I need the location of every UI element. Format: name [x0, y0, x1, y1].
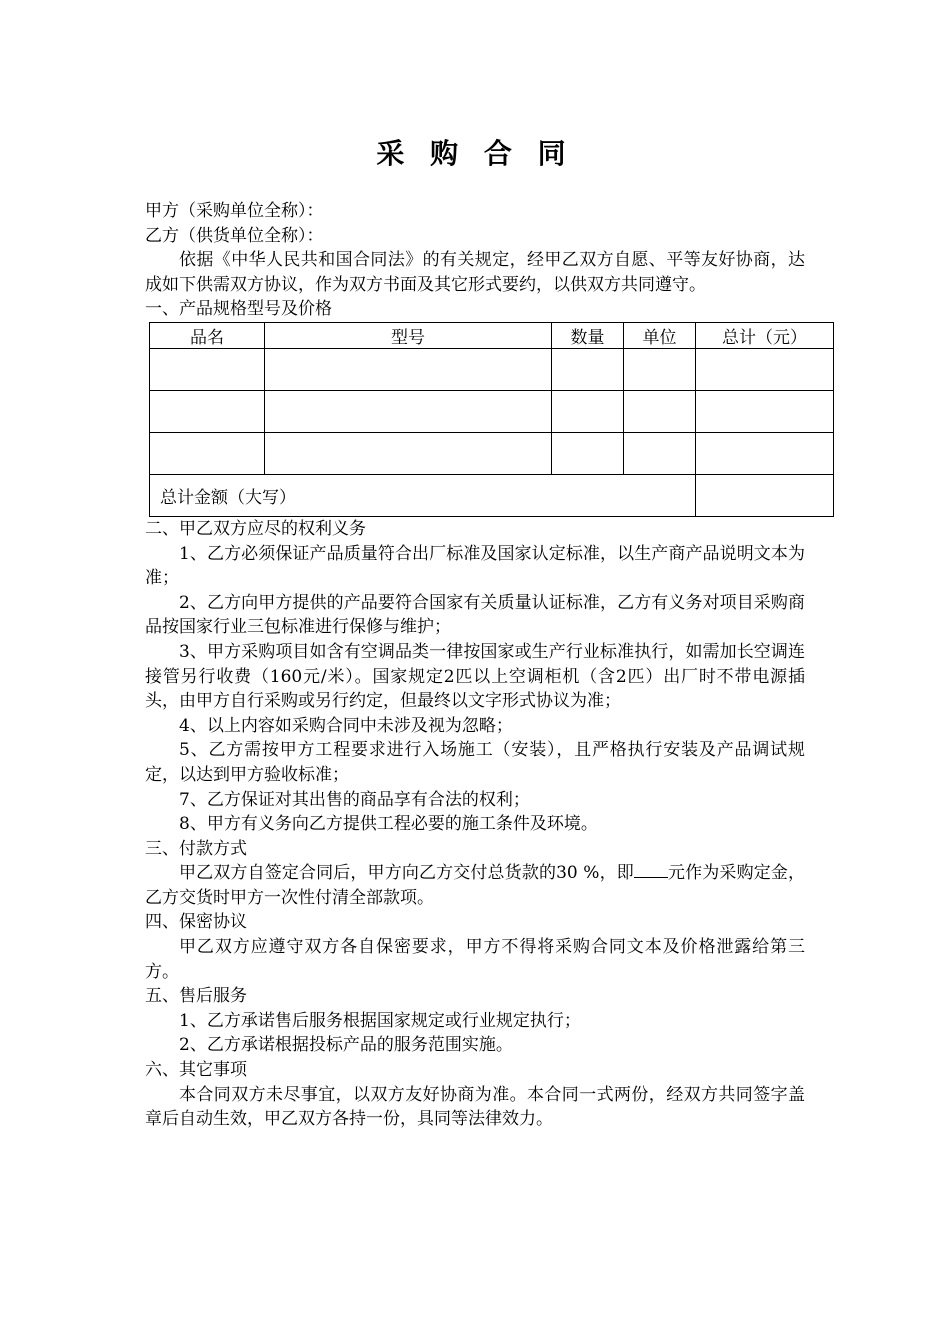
party-a-line: 甲方（采购单位全称）： — [145, 201, 324, 221]
other-matters-paragraph: 本合同双方未尽事宜，以双方友好协商为准。本合同一式两份，经双方共同签字盖章后自动生效，甲乙双方各持一份，具同等法律效力。 — [145, 1084, 805, 1130]
confidentiality-paragraph: 甲乙双方应遵守双方各自保密要求，甲方不得将采购合同文本及价格泄露给第三方。 — [145, 937, 805, 982]
table-cell — [150, 390, 265, 432]
obligation-item: 1、乙方必须保证产品质量符合出厂标准及国家认定标准，以生产商产品说明文本为准； — [145, 543, 805, 589]
section-3-heading: 三、付款方式 — [145, 838, 247, 859]
table-cell — [696, 432, 834, 474]
table-row — [150, 348, 834, 390]
payment-text-before: 甲乙双方自签定合同后，甲方向乙方交付总货款的30 %，即 — [179, 863, 634, 884]
table-cell — [624, 348, 696, 390]
total-amount-value — [696, 474, 834, 516]
table-cell — [150, 348, 265, 390]
obligation-item: 7、乙方保证对其出售的商品享有合法的权利； — [179, 789, 530, 810]
table-cell — [552, 348, 624, 390]
obligation-item: 5、乙方需按甲方工程要求进行入场施工（安装），且严格执行安装及产品调试规定，以达到甲方验收标准； — [145, 740, 805, 785]
obligation-item: 8、甲方有义务向乙方提供工程必要的施工条件及环境。 — [179, 814, 598, 835]
table-row — [150, 432, 834, 474]
total-amount-row — [150, 474, 834, 516]
product-spec-table — [149, 322, 834, 517]
contract-body — [145, 199, 805, 1132]
table-cell — [265, 432, 552, 474]
column-header-model: 型号 — [265, 322, 552, 348]
table-cell — [624, 390, 696, 432]
after-sales-item: 1、乙方承诺售后服务根据国家规定或行业规定执行； — [179, 1010, 581, 1031]
table-header-row — [150, 322, 834, 348]
section-4-heading: 四、保密协议 — [145, 912, 247, 933]
obligation-item: 4、以上内容如采购合同中未涉及视为忽略； — [179, 715, 513, 736]
table-cell — [696, 348, 834, 390]
column-header-name: 品名 — [150, 322, 265, 348]
payment-paragraph — [145, 861, 805, 910]
after-sales-item: 2、乙方承诺根据投标产品的服务范围实施。 — [179, 1035, 513, 1056]
section-1-heading: 一、产品规格型号及价格 — [145, 299, 332, 320]
table-cell — [624, 432, 696, 474]
section-2-heading: 二、甲乙双方应尽的权利义务 — [145, 518, 366, 539]
column-header-quantity: 数量 — [552, 322, 624, 348]
payment-text-after: 元作为采购定金，乙方交货时甲方一次性付清全部款项。 — [145, 863, 805, 908]
obligation-item: 3、甲方采购项目如含有空调品类一律按国家或生产行业标准执行，如需加长空调连接管另行收费（160元/米）。国家规定2匹以上空调柜机（含2匹）出厂时不带电源插头，由甲方自行采购或另行约定，但最终以文字形式协议为准； — [145, 641, 805, 712]
table-cell — [150, 432, 265, 474]
column-header-unit: 单位 — [624, 322, 696, 348]
party-b-line: 乙方（供货单位全称）： — [145, 225, 324, 246]
table-row — [150, 390, 834, 432]
total-amount-label: 总计金额（大写） — [150, 474, 696, 516]
table-cell — [552, 432, 624, 474]
table-cell — [265, 390, 552, 432]
obligation-item: 2、乙方向甲方提供的产品要符合国家有关质量认证标准，乙方有义务对项目采购商品按国家行业三包标准进行保修与维护； — [145, 592, 805, 638]
section-6-heading: 六、其它事项 — [145, 1060, 247, 1081]
document-title: 采 购 合 同 — [376, 137, 574, 170]
section-5-heading: 五、售后服务 — [145, 986, 247, 1007]
deposit-amount-blank — [634, 861, 668, 878]
intro-paragraph: 依据《中华人民共和国合同法》的有关规定，经甲乙双方自愿、平等友好协商，达成如下供需双方协议，作为双方书面及其它形式要约，以供双方共同遵守。 — [145, 250, 805, 295]
table-cell — [265, 348, 552, 390]
table-cell — [696, 390, 834, 432]
column-header-total: 总计（元） — [696, 322, 834, 348]
table-cell — [552, 390, 624, 432]
